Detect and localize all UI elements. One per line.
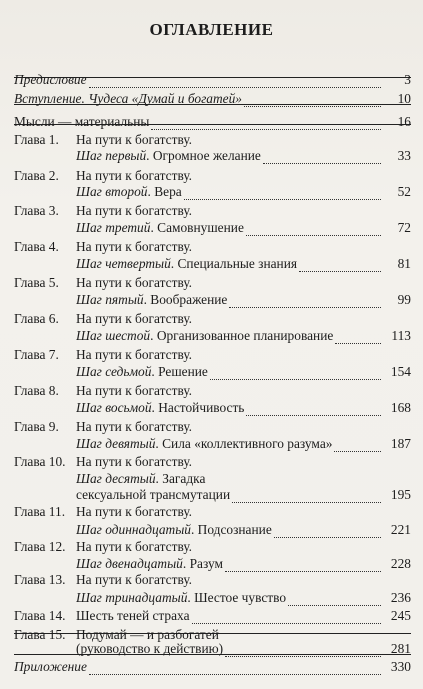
entry-title: . Воображение: [143, 292, 228, 307]
page-number: 236: [390, 590, 411, 605]
page-number: 72: [397, 220, 411, 235]
dot-leader: [244, 93, 381, 107]
entry-title: Подумай — и разбогатей: [76, 627, 219, 642]
toc-entry: [14, 90, 411, 107]
chapter-number: Глава 10.: [14, 454, 66, 469]
toc-entry: [14, 113, 411, 130]
page-number: 113: [391, 328, 411, 343]
entry-title: На пути к богатству.: [76, 539, 193, 554]
page-title: ОГЛАВЛЕНИЕ: [149, 20, 274, 39]
step-name: Шаг первый: [76, 148, 147, 163]
page-number: 154: [390, 364, 411, 379]
entry-title: (руководство к действию): [76, 641, 224, 656]
chapter-number: Глава 7.: [14, 347, 59, 362]
page-number: 99: [397, 292, 411, 307]
toc-entry: [14, 255, 411, 272]
dot-leader: [184, 186, 381, 200]
entry-title: . Разум: [182, 556, 223, 571]
toc-entry: [14, 183, 411, 200]
dot-leader: [232, 489, 381, 503]
entry-title: На пути к богатству.: [76, 203, 193, 218]
toc-entry: [14, 538, 411, 555]
entry-title: . Вера: [147, 184, 182, 199]
toc-entry: [14, 435, 411, 452]
page-number: 228: [390, 556, 411, 571]
entry-title: Вступление. Чудеса «Думай и богатей»: [14, 91, 242, 106]
step-name: Шаг пятый: [76, 292, 144, 307]
entry-title: На пути к богатству.: [76, 239, 193, 254]
toc-entry: [14, 219, 411, 236]
toc-entry: [14, 147, 411, 164]
entry-title: . Организованное планирование: [150, 328, 334, 343]
dot-leader: [151, 116, 381, 130]
toc-entry: [14, 470, 411, 487]
page-number: 168: [390, 400, 411, 415]
page-number: 330: [390, 659, 411, 674]
toc-entry: [14, 418, 411, 435]
page-number: 81: [397, 256, 411, 271]
step-name: Шаг восьмой: [76, 400, 152, 415]
chapter-number: Глава 11.: [14, 504, 66, 519]
entry-title: . Подсознание: [190, 522, 272, 537]
step-name: Шаг двенадцатый: [76, 556, 183, 571]
toc-entry: [14, 382, 411, 399]
page-number: 221: [390, 522, 411, 537]
entry-title: На пути к богатству.: [76, 275, 193, 290]
dot-leader: [89, 661, 381, 675]
toc-entry: [14, 640, 411, 657]
toc-entry: [14, 571, 411, 588]
toc-entry: [14, 658, 411, 675]
entry-title: . Шестое чувство: [187, 590, 287, 605]
toc-entry: [14, 486, 411, 503]
toc-entry: [14, 589, 411, 606]
toc-entry: [14, 291, 411, 308]
dot-leader: [229, 294, 381, 308]
entry-title: Предисловие: [14, 72, 87, 87]
toc-entry: [14, 202, 411, 219]
chapter-number: Глава 6.: [14, 311, 59, 326]
entry-title: На пути к богатству.: [76, 504, 193, 519]
entry-title: . Решение: [151, 364, 208, 379]
dot-leader: [246, 222, 381, 236]
step-name: Шаг шестой: [76, 328, 151, 343]
entry-title: На пути к богатству.: [76, 419, 193, 434]
entry-title: На пути к богатству.: [76, 572, 193, 587]
dot-leader: [89, 74, 381, 88]
chapter-number: Глава 4.: [14, 239, 59, 254]
entry-title: На пути к богатству.: [76, 132, 193, 147]
entry-title: . Огромное желание: [146, 148, 261, 163]
chapter-number: Глава 3.: [14, 203, 59, 218]
entry-title: Мысли — материальны: [14, 114, 150, 129]
page-number: 33: [397, 148, 411, 163]
toc-entry: [14, 453, 411, 470]
entry-title: . Настойчивость: [151, 400, 245, 415]
chapter-number: Глава 5.: [14, 275, 59, 290]
dot-leader: [210, 366, 381, 380]
toc-entry: [14, 503, 411, 520]
toc-entry: [14, 607, 411, 624]
dot-leader: [334, 438, 381, 452]
dot-leader: [288, 592, 381, 606]
entry-title: На пути к богатству.: [76, 454, 193, 469]
dot-leader: [263, 150, 381, 164]
page-number: 187: [390, 436, 411, 451]
chapter-number: Глава 12.: [14, 539, 66, 554]
chapter-number: Глава 8.: [14, 383, 59, 398]
step-name: Шаг второй: [76, 184, 148, 199]
entry-title: Приложение: [14, 659, 87, 674]
step-name: Шаг четвертый: [76, 256, 171, 271]
dot-leader: [192, 610, 381, 624]
entry-title: . Самовнушение: [150, 220, 244, 235]
entry-title: На пути к богатству.: [76, 311, 193, 326]
step-name: Шаг третий: [76, 220, 151, 235]
entry-title: . Загадка: [155, 471, 206, 486]
chapter-number: Глава 2.: [14, 168, 59, 183]
chapter-number: Глава 14.: [14, 608, 66, 623]
chapter-number: Глава 15.: [14, 627, 66, 642]
dot-leader: [274, 524, 381, 538]
step-name: Шаг седьмой: [76, 364, 152, 379]
page-number: 52: [397, 184, 411, 199]
page-number: 195: [390, 487, 411, 502]
toc-entry: [14, 131, 411, 148]
entry-title: . Специальные знания: [170, 256, 298, 271]
dot-leader: [246, 402, 381, 416]
toc-entry: [14, 327, 411, 344]
entry-title: . Сила «коллективного разума»: [155, 436, 333, 451]
step-name: Шаг десятый: [76, 471, 156, 486]
entry-title: На пути к богатству.: [76, 383, 193, 398]
entry-title: На пути к богатству.: [76, 347, 193, 362]
toc-entry: [14, 167, 411, 184]
toc-entry: [14, 399, 411, 416]
chapter-number: Глава 13.: [14, 572, 66, 587]
dot-leader: [225, 558, 381, 572]
dot-leader: [299, 258, 381, 272]
page-number: 3: [404, 72, 411, 87]
entry-title: Шесть теней страха: [76, 608, 190, 623]
dot-leader: [225, 643, 381, 657]
toc-entry: [14, 521, 411, 538]
step-name: Шаг одиннадцатый: [76, 522, 191, 537]
toc-entry: [14, 310, 411, 327]
toc-entry: [14, 71, 411, 88]
toc-entry: [14, 363, 411, 380]
page-number: 10: [397, 91, 411, 106]
toc-entry: [14, 238, 411, 255]
toc-entry: [14, 274, 411, 291]
page-number: 281: [390, 641, 411, 656]
page-number: 16: [397, 114, 411, 129]
chapter-number: Глава 9.: [14, 419, 59, 434]
entry-title: сексуальной трансмутации: [76, 487, 231, 502]
dot-leader: [335, 330, 381, 344]
page-number: 245: [390, 608, 411, 623]
entry-title: На пути к богатству.: [76, 168, 193, 183]
step-name: Шаг девятый: [76, 436, 156, 451]
chapter-number: Глава 1.: [14, 132, 59, 147]
toc-entry: [14, 346, 411, 363]
step-name: Шаг тринадцатый: [76, 590, 188, 605]
toc-entry: [14, 555, 411, 572]
